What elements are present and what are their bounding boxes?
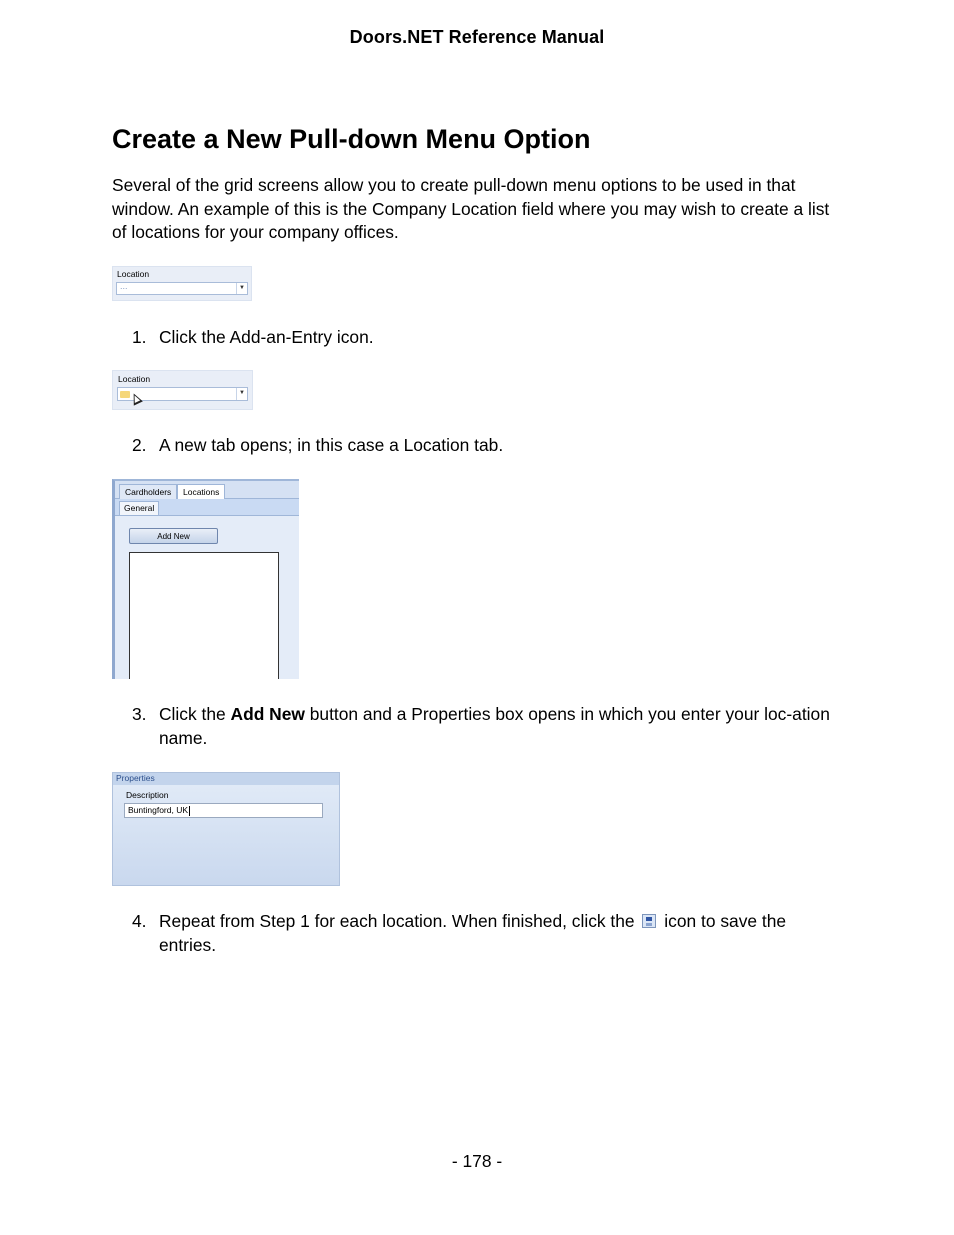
tab-cardholders[interactable]: Cardholders <box>119 484 177 499</box>
chevron-down-icon[interactable]: ▼ <box>236 283 247 294</box>
step-text: A new tab opens; in this case a Location tab. <box>159 435 504 455</box>
chevron-down-icon[interactable]: ▼ <box>236 388 247 400</box>
location-placeholder: ... <box>120 281 128 291</box>
location-label: Location <box>118 374 151 384</box>
description-label: Description <box>126 790 169 800</box>
step-text-part: button and a Properties box opens in which you enter your loc-ation name. <box>159 704 830 748</box>
step-text <box>159 702 842 750</box>
step-text-part: Click the <box>159 704 231 724</box>
page-title: Create a New Pull-down Menu Option <box>112 124 591 154</box>
tab-bar <box>115 481 299 499</box>
intro-paragraph: Several of the grid screens allow you to create pull-down menu options to be used in that window. An example of this is the Company Location field where you may wish to create a list of locations for your company offices. <box>112 175 830 243</box>
save-icon <box>642 914 656 928</box>
locations-tab-screenshot <box>112 479 299 679</box>
location-label: Location <box>117 269 150 279</box>
tab-general[interactable]: General <box>119 501 159 515</box>
step-number: 1. <box>132 327 147 347</box>
step-number: 4. <box>132 911 147 931</box>
step-number: 3. <box>132 704 147 724</box>
step-number: 2. <box>132 435 147 455</box>
page-number: - 178 - <box>451 1151 503 1171</box>
location-dropdown[interactable] <box>117 387 248 401</box>
properties-header: Properties <box>113 773 339 785</box>
tab-locations[interactable]: Locations <box>177 484 225 499</box>
locations-list[interactable] <box>129 552 279 679</box>
step-text <box>159 909 842 957</box>
add-entry-screenshot <box>112 370 253 410</box>
location-dropdown[interactable] <box>116 282 248 295</box>
step-text-part: Repeat from Step 1 for each location. When finished, click the <box>159 911 635 931</box>
running-header: Doors.NET Reference Manual <box>349 27 605 47</box>
properties-box-screenshot <box>112 772 340 886</box>
location-field-screenshot <box>112 266 252 301</box>
add-new-emphasis: Add New <box>230 704 305 724</box>
description-field[interactable]: Buntingford, UK <box>124 803 323 818</box>
step-text: Click the Add-an-Entry icon. <box>159 327 374 347</box>
mouse-cursor-icon <box>129 391 143 405</box>
step-text-part: icon to save the entries. <box>159 911 787 955</box>
subtab-bar <box>115 499 299 516</box>
add-new-button[interactable]: Add New <box>129 528 218 544</box>
